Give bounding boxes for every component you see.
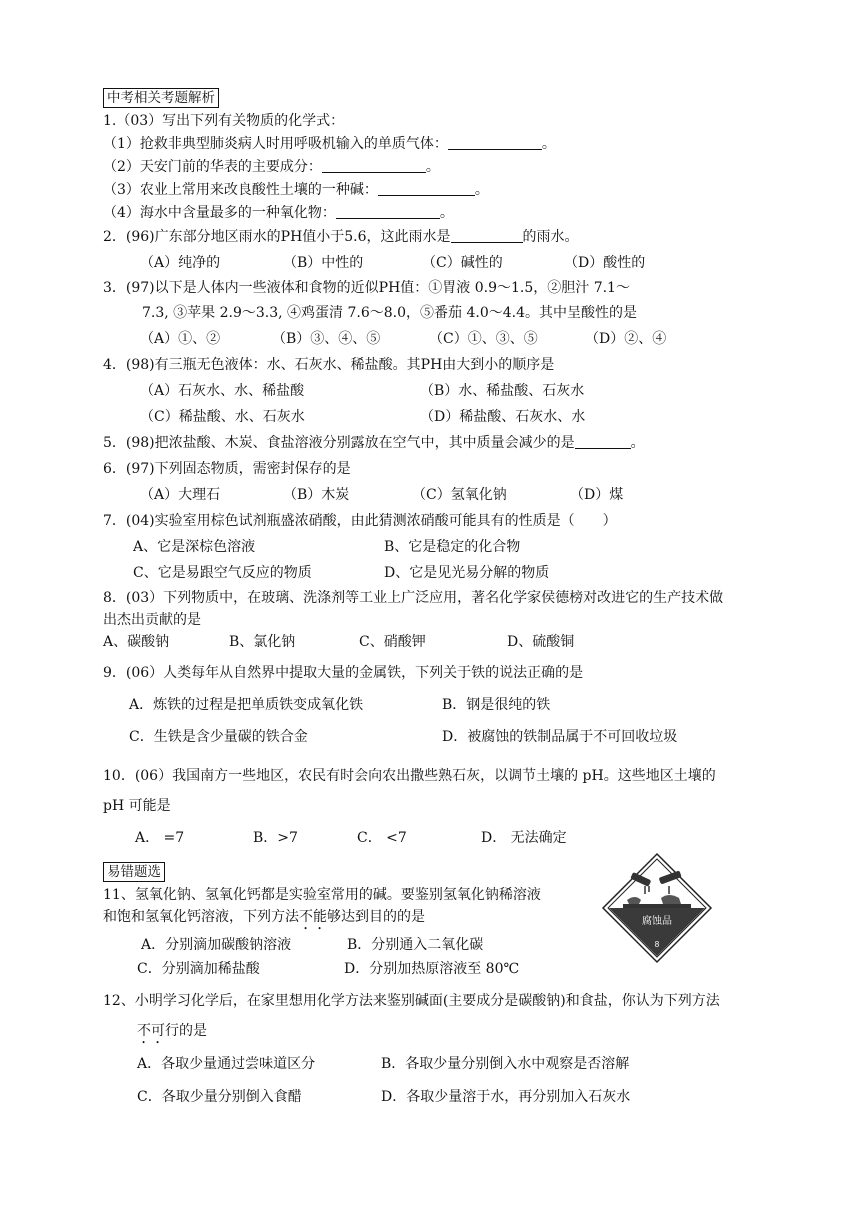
- q7-stem: 7．(04)实验室用棕色试剂瓶盛浓硝酸，由此猜测浓硝酸可能具有的性质是（ ）: [103, 513, 617, 529]
- q12-option-a: A．各取少量通过尝味道区分: [137, 1056, 316, 1072]
- section-title-exam-analysis: 中考相关考题解析: [103, 88, 219, 108]
- q10-option-b: B．>7: [253, 830, 298, 846]
- hazard-class-number: 8: [654, 940, 660, 949]
- q3-option-c: （C）①、③、⑤: [429, 331, 538, 347]
- q2-option-b: （B）中性的: [283, 255, 364, 271]
- q10-stem-line2: pH 可能是: [103, 798, 171, 814]
- q12-option-b: B．各取少量分别倒入水中观察是否溶解: [381, 1056, 630, 1072]
- emphasis-not: 不能: [299, 909, 327, 925]
- q1-part2: （2）天安门前的华表的主要成分： 。: [103, 159, 440, 175]
- q1-stem: 1.（03）写出下列有关物质的化学式：: [103, 113, 345, 129]
- emphasis-not-possible: 不可: [137, 1023, 165, 1039]
- q1-part4: （4）海水中含量最多的一种氧化物： 。: [103, 205, 454, 221]
- q11-option-b: B．分别通入二氧化碳: [347, 937, 484, 953]
- answer-blank[interactable]: [575, 434, 631, 449]
- q2-option-d: （D）酸性的: [564, 255, 646, 271]
- q3-stem-line1: 3．(97)以下是人体内一些液体和食物的近似PH值：①胃液 0.9～1.5，②胆汁 7.1～: [103, 280, 630, 296]
- q1-part3: （3）农业上常用来改良酸性土壤的一种碱： 。: [103, 182, 489, 198]
- q7-option-d: D、它是见光易分解的物质: [384, 565, 550, 581]
- answer-blank[interactable]: [322, 158, 426, 173]
- q6-option-c: （C）氢氧化钠: [412, 487, 507, 503]
- q4-stem: 4．(98)有三瓶无色液体：水、石灰水、稀盐酸。其PH由大到小的顺序是: [103, 357, 555, 373]
- q9-option-c: C．生铁是含少量碳的铁合金: [129, 729, 308, 745]
- q4-option-c: （C）稀盐酸、水、石灰水: [140, 409, 305, 425]
- q8-option-d: D、硫酸铜: [507, 634, 575, 650]
- q8-option-a: A、碳酸钠: [103, 634, 170, 650]
- q11-option-d: D．分别加热原溶液至 80℃: [344, 961, 520, 977]
- q3-option-b: （B）③、④、⑤: [272, 331, 381, 347]
- q4-option-d: （D）稀盐酸、石灰水、水: [420, 409, 586, 425]
- q9-option-a: A．炼铁的过程是把单质铁变成氧化铁: [129, 697, 364, 713]
- q12-stem-line2: 不可行的是: [137, 1023, 207, 1039]
- q8-stem-line1: 8．(03）下列物质中，在玻璃、洗涤剂等工业上广泛应用，著名化学家侯德榜对改进它的生产技术做: [103, 590, 724, 606]
- q2-option-a: （A）纯净的: [140, 255, 221, 271]
- answer-blank[interactable]: [451, 228, 523, 243]
- q7-option-b: B、它是稳定的化合物: [384, 539, 521, 555]
- q8-stem-line2: 出杰出贡献的是: [103, 612, 201, 628]
- q6-option-b: （B）木炭: [283, 487, 350, 503]
- q11-stem-line2: 和饱和氢氧化钙溶液，下列方法不能够达到目的的是: [103, 909, 425, 925]
- q1-part1: （1）抢救非典型肺炎病人时用呼吸机输入的单质气体： 。: [103, 136, 556, 152]
- section-title-error-prone: 易错题选: [103, 862, 165, 882]
- q11-option-c: C．分别滴加稀盐酸: [137, 961, 260, 977]
- q3-stem-line2: 7.3, ③苹果 2.9～3.3, ④鸡蛋清 7.6～8.0，⑤番茄 4.0～4.4。其中呈酸性的是: [142, 305, 638, 321]
- q4-option-b: （B）水、稀盐酸、石灰水: [420, 383, 585, 399]
- q4-option-a: （A）石灰水、水、稀盐酸: [140, 383, 305, 399]
- q10-option-a: A． =7: [135, 830, 185, 846]
- corrosive-hazard-sign-icon: [601, 852, 713, 964]
- q10-option-d: D． 无法确定: [481, 830, 567, 846]
- q12-option-c: C．各取少量分别倒入食醋: [137, 1089, 302, 1105]
- q6-option-a: （A）大理石: [140, 487, 221, 503]
- q10-stem-line1: 10．(06）我国南方一些地区，农民有时会向农出撒些熟石灰，以调节土壤的 pH。这些地区土壤的: [103, 768, 716, 784]
- q7-option-c: C、它是易跟空气反应的物质: [133, 565, 312, 581]
- q8-option-c: C、硝酸钾: [359, 634, 426, 650]
- q11-stem-line1: 11、氢氧化钠、氢氧化钙都是实验室常用的碱。要鉴别氢氧化钠稀溶液: [103, 887, 541, 903]
- q2-stem: 2．(96)广东部分地区雨水的PH值小于5.6，这此雨水是 的雨水。: [103, 229, 579, 245]
- q3-option-a: （A）①、②: [140, 331, 221, 347]
- q9-stem: 9．(06）人类每年从自然界中提取大量的金属铁，下列关于铁的说法正确的是: [103, 665, 584, 681]
- q5-stem: 5．(98)把浓盐酸、木炭、食盐溶液分别露放在空气中，其中质量会减少的是 。: [103, 435, 645, 451]
- answer-blank[interactable]: [336, 204, 440, 219]
- q6-stem: 6．(97)下列固态物质，需密封保存的是: [103, 461, 351, 477]
- q9-option-d: D．被腐蚀的铁制品属于不可回收垃圾: [442, 729, 678, 745]
- q7-option-a: A、它是深棕色溶液: [133, 539, 256, 555]
- q12-option-d: D．各取少量溶于水，再分别加入石灰水: [381, 1089, 631, 1105]
- q11-option-a: A．分别滴加碳酸钠溶液: [141, 937, 292, 953]
- q8-option-b: B、氯化钠: [229, 634, 296, 650]
- hazard-label: 腐蚀品: [642, 916, 672, 927]
- q12-stem-line1: 12、小明学习化学后，在家里想用化学方法来鉴别碱面(主要成分是碳酸钠)和食盐，你认为下列方法: [103, 993, 720, 1009]
- q6-option-d: （D）煤: [570, 487, 624, 503]
- q3-option-d: （D）②、④: [585, 331, 667, 347]
- answer-blank[interactable]: [448, 135, 542, 150]
- q10-option-c: C． <7: [357, 830, 407, 846]
- answer-blank[interactable]: [378, 181, 475, 196]
- q2-option-c: （C）碱性的: [422, 255, 503, 271]
- q9-option-b: B．钢是很纯的铁: [442, 697, 551, 713]
